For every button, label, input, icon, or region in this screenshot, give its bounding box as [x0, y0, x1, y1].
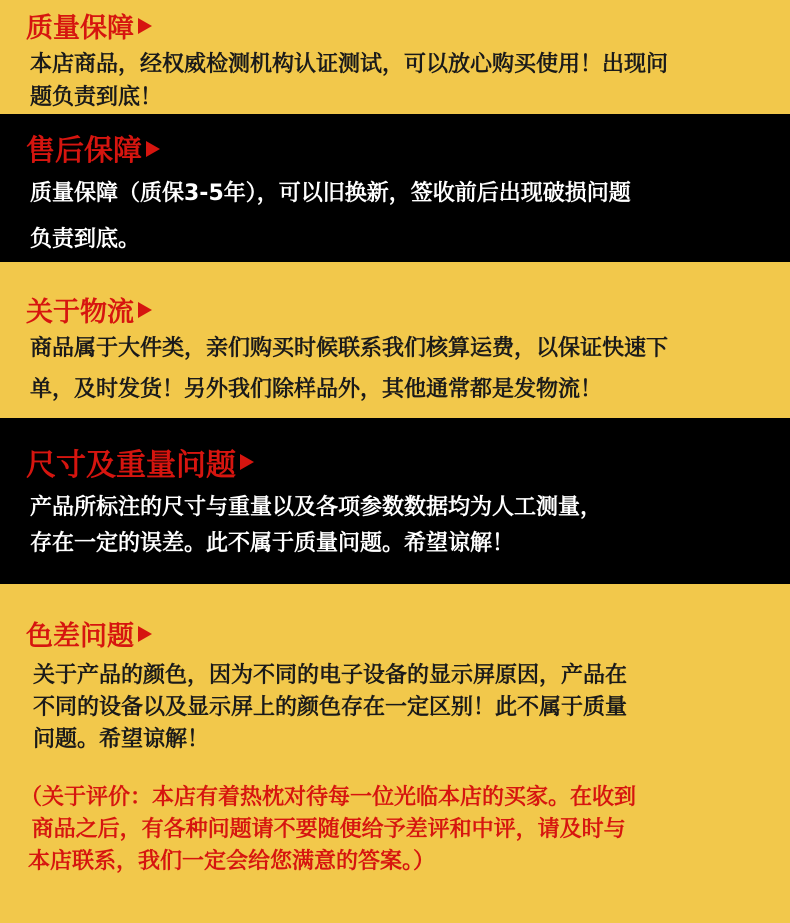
section-title — [26, 440, 254, 484]
review-note-line: 商品之后，有各种问题请不要随便给予差评和中评，请及时与 — [24, 817, 626, 842]
body-line: 商品属于大件类，亲们购买时候联系我们核算运费，以保证快速下 — [30, 336, 669, 361]
title-text: 关于物流 — [26, 297, 134, 328]
section-title — [26, 128, 160, 169]
play-arrow-icon — [138, 302, 152, 318]
play-arrow-icon — [240, 454, 254, 470]
play-arrow-icon — [138, 18, 152, 34]
title-text: 质量保障 — [26, 13, 134, 44]
section-title — [26, 290, 152, 329]
section-title — [26, 6, 152, 45]
body-line: 质量保障（质保3-5年），可以旧换新，签收前后出现破损问题 — [30, 181, 631, 206]
section-size-weight — [0, 418, 790, 584]
body-line: 负责到底。 — [30, 227, 141, 252]
body-line: 题负责到底！ — [30, 85, 163, 110]
body-line: 本店商品，经权威检测机构认证测试，可以放心购买使用！出现问 — [30, 52, 669, 77]
section-logistics — [0, 262, 790, 418]
play-arrow-icon — [146, 141, 160, 157]
section-color-difference — [0, 584, 790, 923]
section-after-sales — [0, 114, 790, 262]
play-arrow-icon — [138, 626, 152, 642]
body-line: 单，及时发货！另外我们除样品外，其他通常都是发物流！ — [30, 377, 603, 402]
body-line: 问题。希望谅解！ — [33, 727, 210, 752]
body-line: 产品所标注的尺寸与重量以及各项参数数据均为人工测量， — [30, 495, 603, 520]
section-title — [26, 614, 152, 653]
body-line: 存在一定的误差。此不属于质量问题。希望谅解！ — [30, 531, 515, 556]
body-line: 不同的设备以及显示屏上的颜色存在一定区别！此不属于质量 — [33, 695, 628, 720]
review-note-line: 本店联系，我们一定会给您满意的答案。） — [28, 849, 436, 874]
body-line: 关于产品的颜色，因为不同的电子设备的显示屏原因，产品在 — [33, 663, 628, 688]
title-text: 色差问题 — [26, 621, 134, 652]
title-text: 尺寸及重量问题 — [26, 448, 236, 483]
review-note-line: （关于评价：本店有着热枕对待每一位光临本店的买家。在收到 — [20, 785, 637, 810]
title-text: 售后保障 — [26, 133, 143, 167]
section-quality-guarantee — [0, 0, 790, 114]
